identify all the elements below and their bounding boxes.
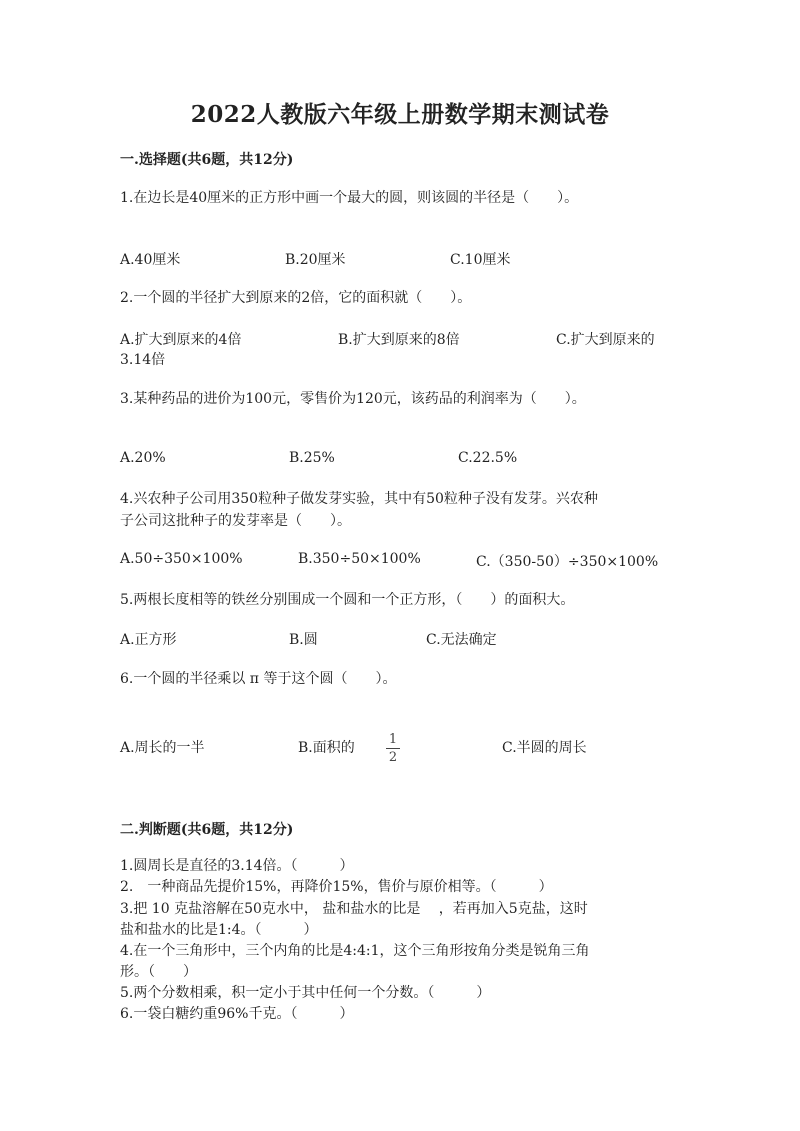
- judge-line-4: 4.在一个三角形中，三个内角的比是4:4:1，这个三角形按角分类是锐角三角: [120, 943, 590, 959]
- section1-heading: 一.选择题(共6题，共12分): [120, 152, 294, 168]
- q1-option-c[interactable]: C.10厘米: [450, 252, 511, 268]
- question-4-line2: 子公司这批种子的发芽率是（ ）。: [120, 513, 351, 529]
- q6-option-c[interactable]: C.半圆的周长: [502, 740, 587, 756]
- question-3: 3.某种药品的进价为100元，零售价为120元，该药品的利润率为（ ）。: [120, 391, 586, 407]
- q5-option-c[interactable]: C.无法确定: [426, 632, 497, 648]
- judge-line-5: 5.两个分数相乘，积一定小于其中任何一个分数。（ ）: [120, 985, 491, 1001]
- question-6: 6.一个圆的半径乘以 π 等于这个圆（ ）。: [120, 671, 397, 687]
- q2-option-b[interactable]: B.扩大到原来的8倍: [338, 332, 460, 348]
- q3-option-b[interactable]: B.25%: [289, 450, 335, 466]
- q2-option-a[interactable]: A.扩大到原来的4倍: [120, 332, 242, 348]
- fraction-numerator: 1: [388, 732, 398, 747]
- section2-heading: 二.判断题(共6题，共12分): [120, 822, 294, 838]
- page-title: 2022人教版六年级上册数学期末测试卷: [190, 101, 610, 128]
- judge-line-4-cont: 形。（ ）: [120, 964, 197, 980]
- q2-option-c[interactable]: C.扩大到原来的: [556, 332, 655, 348]
- judge-line-1: 1.圆周长是直径的3.14倍。（ ）: [120, 858, 354, 874]
- question-5: 5.两根长度相等的铁丝分别围成一个圆和一个正方形，（ ）的面积大。: [120, 592, 575, 608]
- q2-option-c-wrap: 3.14倍: [120, 352, 166, 368]
- question-1: 1.在边长是40厘米的正方形中画一个最大的圆，则该圆的半径是（ ）。: [120, 190, 579, 206]
- q6-option-b[interactable]: B.面积的: [298, 740, 355, 756]
- judge-line-6: 6.一袋白糖约重96%千克。（ ）: [120, 1006, 354, 1022]
- q4-option-a[interactable]: A.50÷350×100%: [120, 551, 243, 567]
- q1-option-b[interactable]: B.20厘米: [285, 252, 346, 268]
- judge-line-3-cont: 盐和盐水的比是1:4。（ ）: [120, 922, 318, 938]
- q6-option-a[interactable]: A.周长的一半: [120, 740, 205, 756]
- q1-option-a[interactable]: A.40厘米: [120, 252, 181, 268]
- q5-option-a[interactable]: A.正方形: [120, 632, 177, 648]
- q3-option-c[interactable]: C.22.5%: [458, 450, 518, 466]
- judge-line-2: 2. 一种商品先提价15%，再降价15%，售价与原价相等。（ ）: [120, 879, 553, 895]
- question-2: 2.一个圆的半径扩大到原来的2倍，它的面积就（ ）。: [120, 290, 472, 306]
- q4-option-c[interactable]: C.（350-50）÷350×100%: [476, 554, 659, 570]
- fraction-denominator: 2: [388, 750, 398, 765]
- q3-option-a[interactable]: A.20%: [120, 450, 166, 466]
- judge-line-3: 3.把 10 克盐溶解在50克水中， 盐和盐水的比是 ，若再加入5克盐，这时: [120, 901, 588, 917]
- q4-option-b[interactable]: B.350÷50×100%: [298, 551, 421, 567]
- question-4-line1: 4.兴农种子公司用350粒种子做发芽实验，其中有50粒种子没有发芽。兴农种: [120, 491, 598, 507]
- q5-option-b[interactable]: B.圆: [289, 632, 318, 648]
- fraction-one-half: [386, 732, 400, 765]
- fraction-bar: [386, 748, 400, 749]
